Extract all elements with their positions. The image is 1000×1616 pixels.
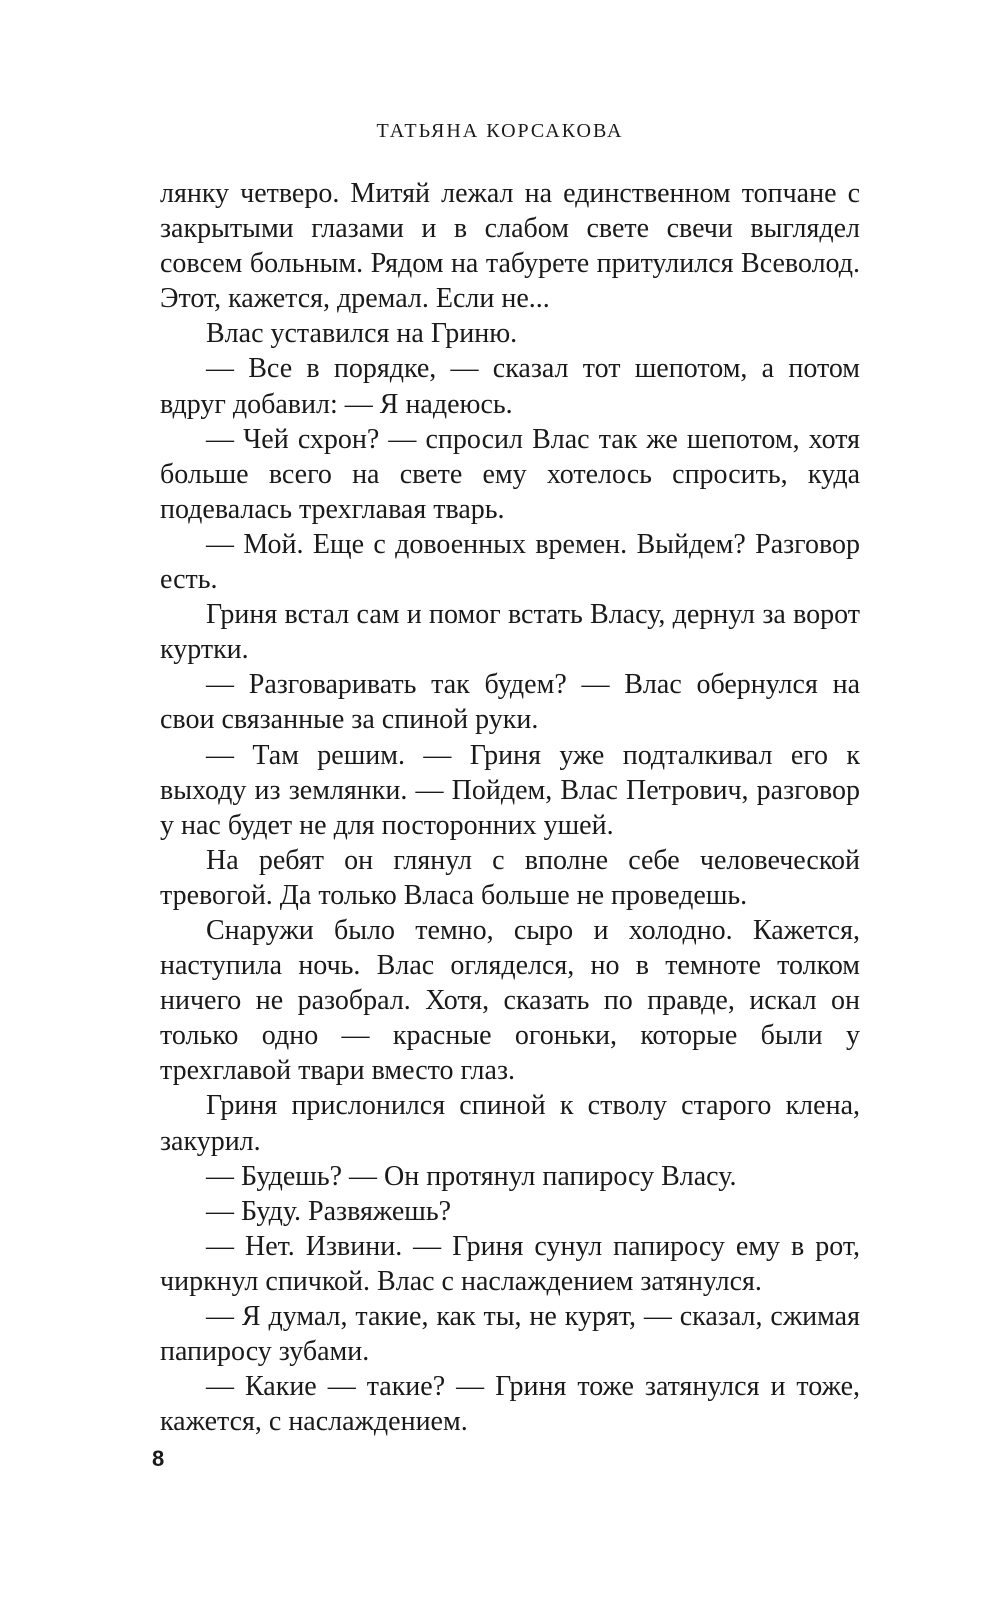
paragraph: лянку четверо. Митяй лежал на единственном топчане с закрытыми глазами и в слабом свете свечи выглядел совсем больным. Рядом на табурете притулился Всеволод. Этот, кажется, дремал. Если не... [160, 178, 860, 315]
page-number: 8 [152, 1446, 165, 1471]
paragraph: — Будешь? — Он протянул папиросу Власу. [206, 1160, 737, 1192]
paragraph: Снаружи было темно, сыро и холодно. Кажется, наступила ночь. Влас огляделся, но в темноте толком ничего не разобрал. Хотя, сказать по правде, искал он только одно — красные огоньки, которые были у трехглавой твари вместо глаз. [160, 914, 860, 1087]
paragraph: — Все в порядке, — сказал тот шепотом, а потом вдруг добавил: — Я надеюсь. [160, 353, 860, 420]
paragraph: — Нет. Извини. — Гриня сунул папиросу ему в рот, чиркнул спичкой. Влас с наслаждением затянулся. [160, 1230, 860, 1297]
paragraph: — Чей схрон? — спросил Влас так же шепотом, хотя больше всего на свете ему хотелось спросить, куда подевалась трехглавая тварь. [160, 423, 860, 525]
paragraph: — Там решим. — Гриня уже подталкивал его к выходу из землянки. — Пойдем, Влас Петрович, разговор у нас будет не для посторонних ушей. [160, 739, 860, 841]
paragraph: — Разговаривать так будем? — Влас обернулся на свои связанные за спиной руки. [160, 669, 860, 736]
running-head: ТАТЬЯНА КОРСАКОВА [376, 120, 624, 142]
paragraph: На ребят он глянул с вполне себе человеческой тревогой. Да только Власа больше не проведешь. [160, 844, 860, 911]
paragraph: — Какие — такие? — Гриня тоже затянулся и тоже, кажется, с наслаждением. [160, 1371, 860, 1438]
paragraph: — Буду. Развяжешь? [206, 1195, 452, 1227]
paragraph: Гриня прислонился спиной к стволу старого клена, закурил. [160, 1090, 860, 1157]
paragraph: Влас уставился на Гриню. [206, 318, 518, 350]
paragraph: — Я думал, такие, как ты, не курят, — сказал, сжимая папиросу зубами. [160, 1301, 860, 1368]
paragraph: — Мой. Еще с довоенных времен. Выйдем? Разговор есть. [160, 528, 860, 596]
paragraph: Гриня встал сам и помог встать Власу, дернул за ворот куртки. [160, 599, 860, 666]
body-text [160, 176, 860, 1439]
